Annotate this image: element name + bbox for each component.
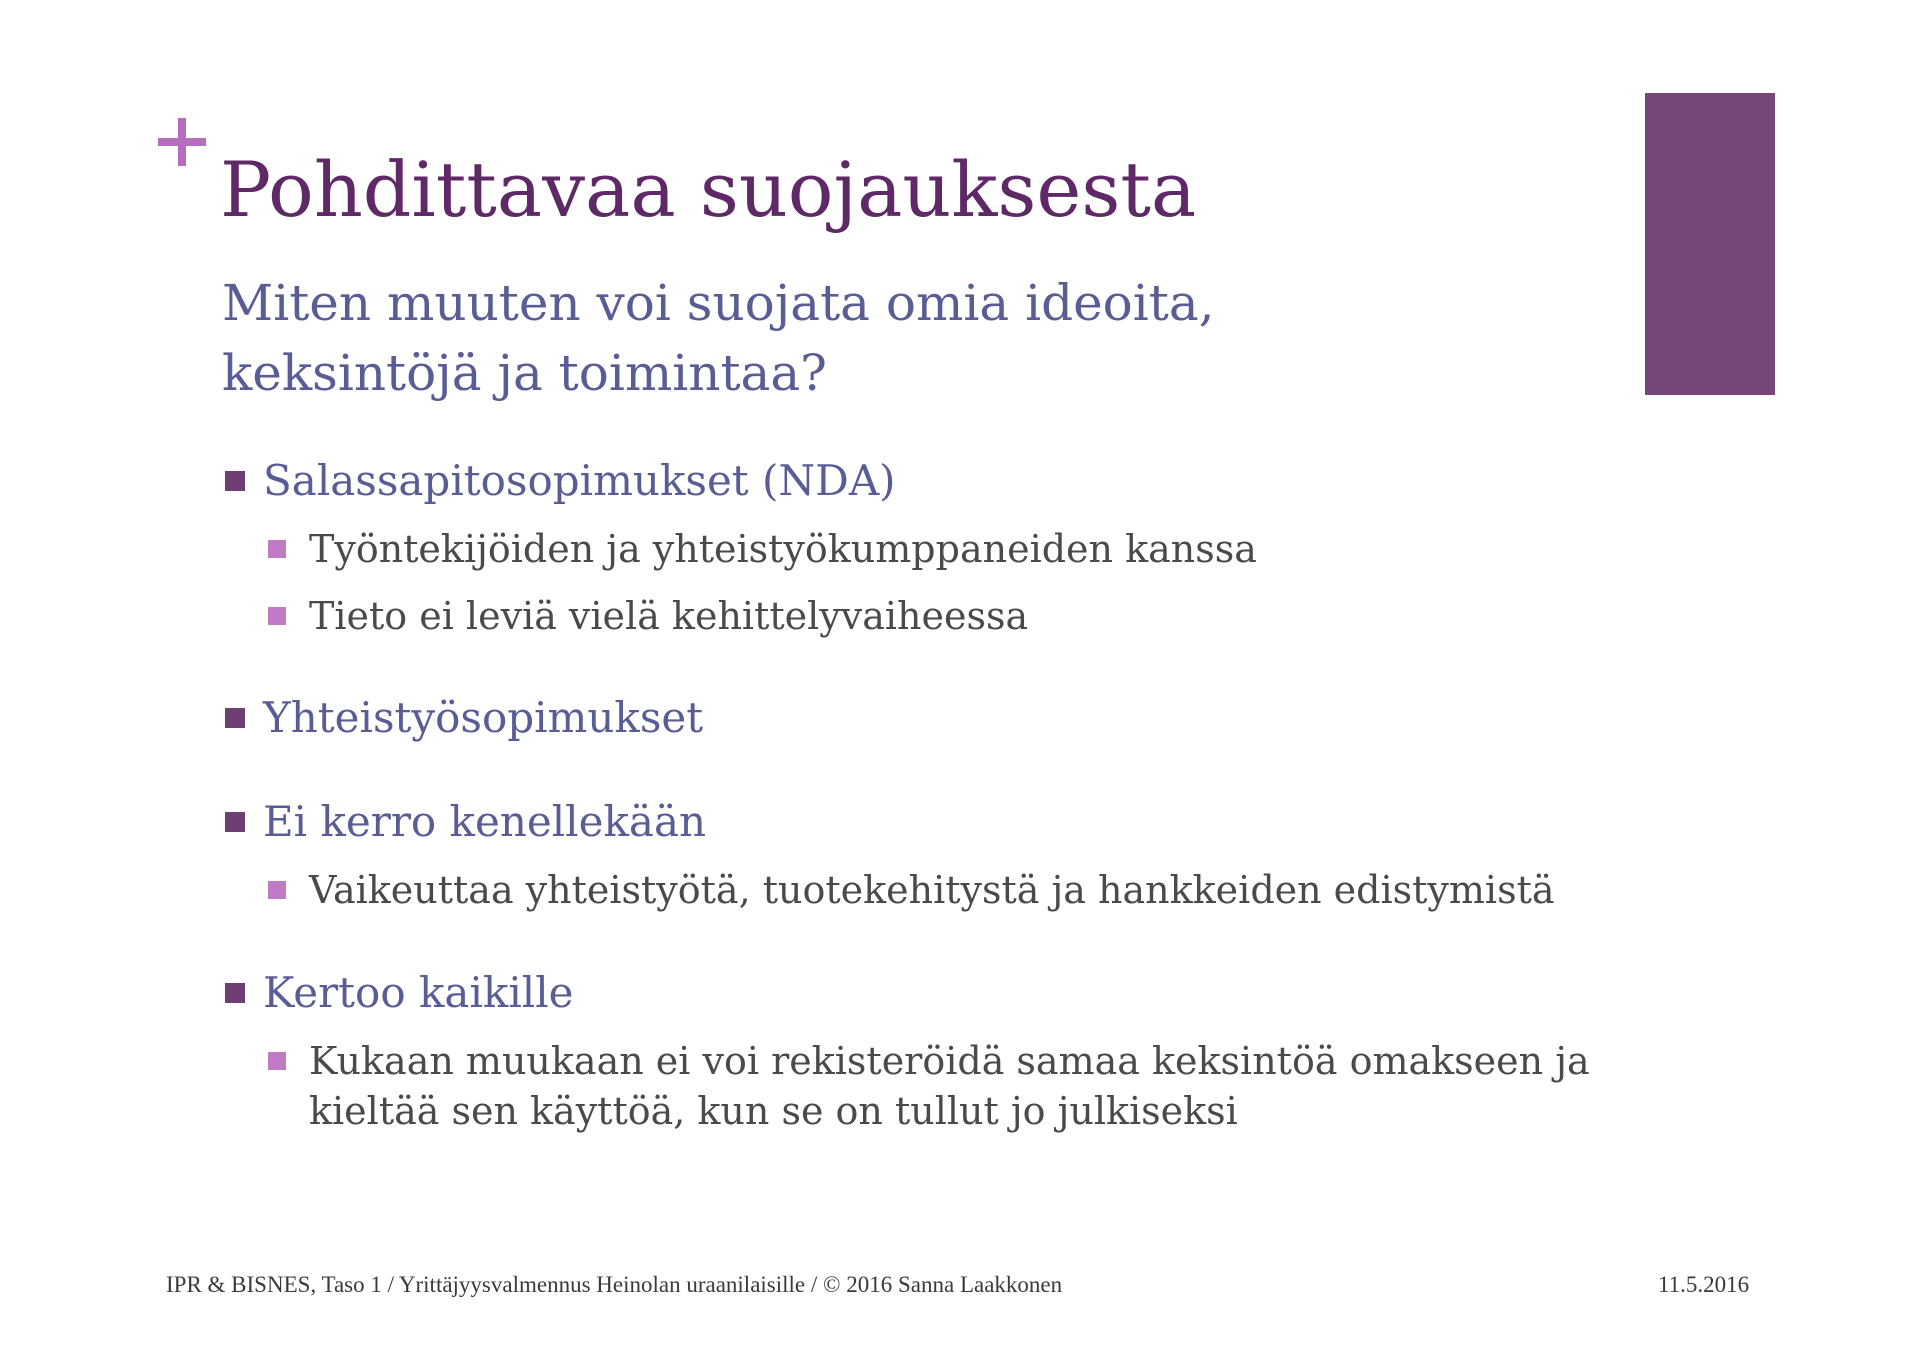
subtitle-line: keksintöjä ja toimintaa? (222, 344, 827, 402)
sub-bullet-text: Kukaan muukaan ei voi rekisteröidä samaa keksintöä omakseen ja (309, 1039, 1590, 1083)
bullet-text: Yhteistyösopimukset (263, 693, 704, 742)
slide-title: Pohdittavaa suojauksesta (220, 145, 1197, 234)
sub-bullet-item (268, 1036, 1590, 1136)
square-bullet-icon (225, 708, 245, 728)
bullet-text: Ei kerro kenellekään (263, 797, 707, 846)
bullet-item (225, 968, 574, 1018)
sub-bullet-text: Työntekijöiden ja yhteistyökumppaneiden kanssa (309, 527, 1257, 571)
square-bullet-icon (268, 881, 286, 899)
bullet-item (225, 693, 703, 743)
square-bullet-icon (225, 471, 245, 491)
subtitle-line: Miten muuten voi suojata omia ideoita, (222, 274, 1215, 332)
bullet-item (225, 797, 706, 847)
sub-bullet-item (268, 865, 1555, 915)
bullet-text: Kertoo kaikille (263, 968, 574, 1017)
sub-bullet-item (268, 524, 1257, 574)
square-bullet-icon (225, 983, 245, 1003)
square-bullet-icon (225, 812, 245, 832)
sub-bullet-text: kieltää sen käyttöä, kun se on tullut jo julkiseksi (309, 1089, 1238, 1133)
sub-bullet-text: Tieto ei leviä vielä kehittelyvaiheessa (309, 594, 1029, 638)
square-bullet-icon (268, 607, 286, 625)
footer-date: 11.5.2016 (1658, 1272, 1750, 1297)
bullet-text: Salassapitosopimukset (NDA) (263, 456, 896, 505)
sub-bullet-text: Vaikeuttaa yhteistyötä, tuotekehitystä ja hankkeiden edistymistä (309, 868, 1555, 912)
footer-credits: IPR & BISNES, Taso 1 / Yrittäjyysvalmennus Heinolan uraanilaisille / © 2016 Sanna Laakkonen (166, 1272, 1063, 1297)
bullet-item (225, 456, 896, 506)
square-bullet-icon (268, 1052, 286, 1070)
sub-bullet-item (268, 591, 1028, 641)
square-bullet-icon (268, 540, 286, 558)
